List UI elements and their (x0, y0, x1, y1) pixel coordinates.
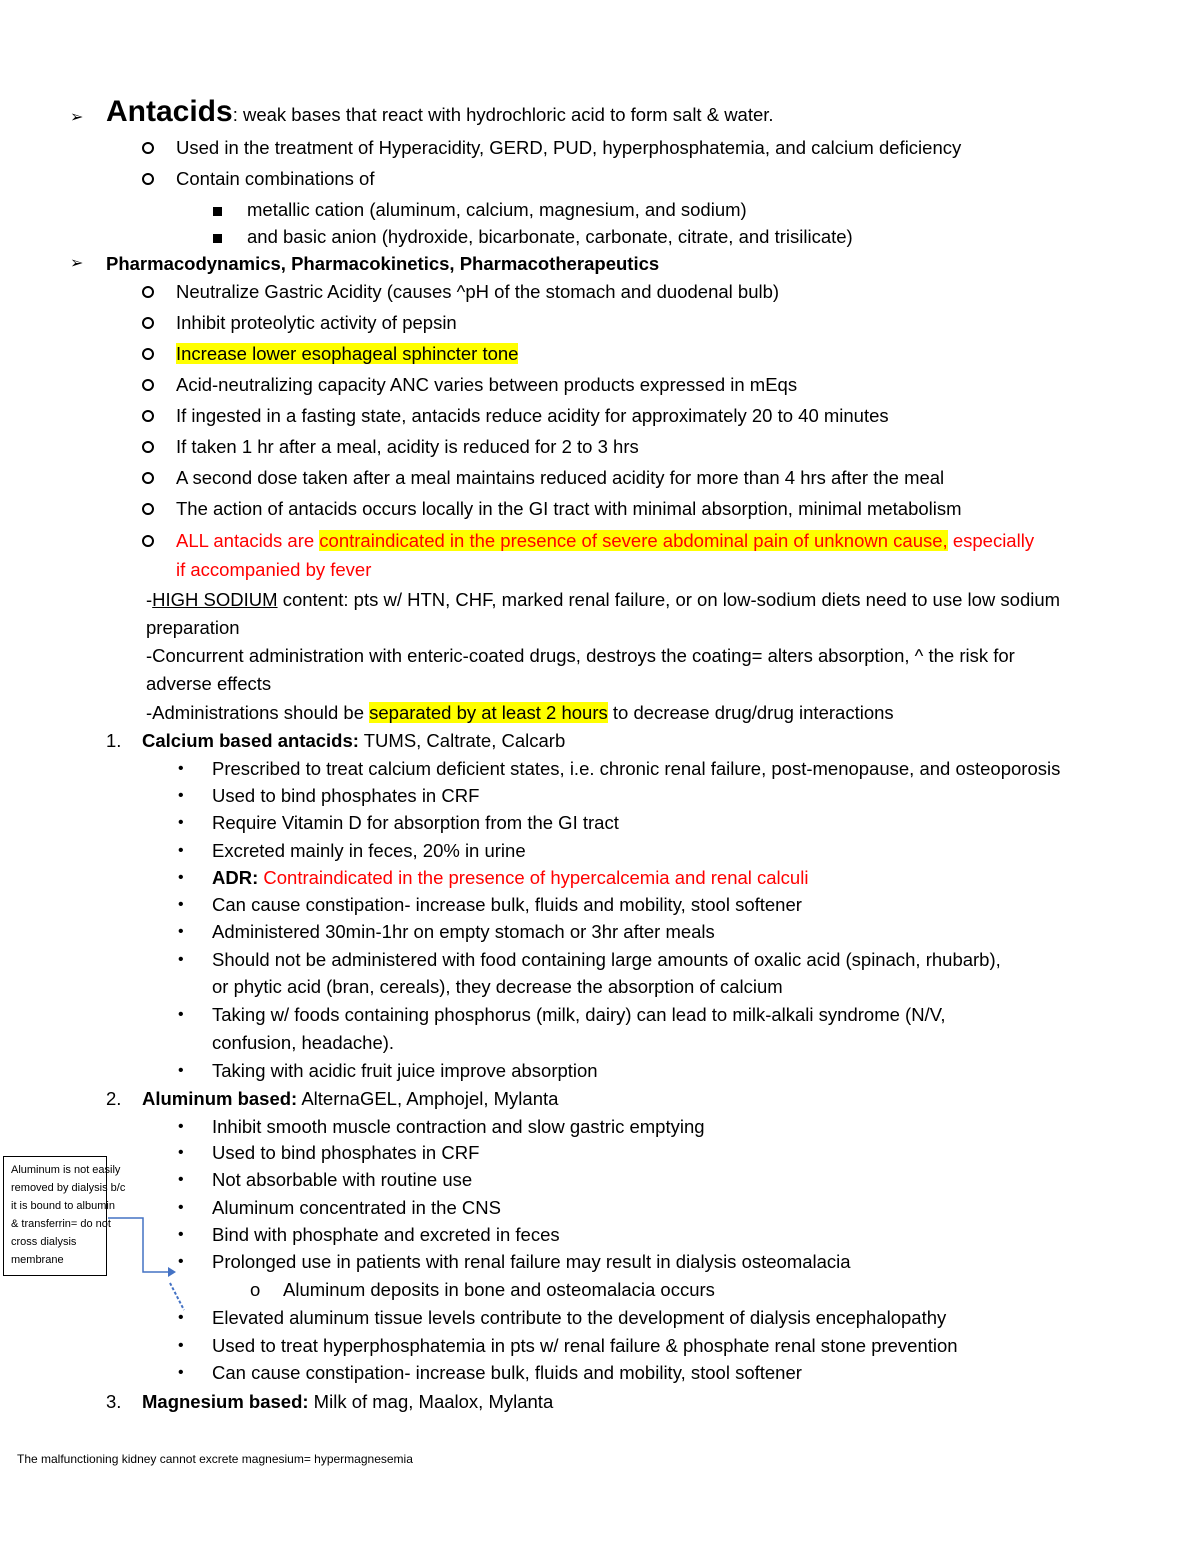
bullet-dot-icon: • (178, 1006, 184, 1023)
antacids-definition: : weak bases that react with hydrochloric acid to form salt & water. (232, 104, 774, 125)
callout-line: & transferrin= do not (11, 1218, 111, 1230)
calcium-juice: Taking with acidic fruit juice improve absorption (212, 1060, 598, 1081)
antacids-anion: and basic anion (hydroxide, bicarbonate, carbonate, citrate, and trisilicate) (247, 226, 853, 247)
high-sodium-underlined: HIGH SODIUM (152, 589, 278, 610)
aluminum-item: Can cause constipation- increase bulk, fluids and mobility, stool softener (212, 1362, 802, 1383)
sep-post: to decrease drug/drug interactions (607, 702, 894, 723)
aluminum-item: Used to bind phosphates in CRF (212, 1142, 480, 1163)
antacids-cation: metallic cation (aluminum, calcium, magnesium, and sodium) (247, 199, 747, 220)
sodium-rest: content: pts w/ HTN, CHF, marked renal failure, or on low-sodium diets need to use low sodium (277, 589, 1061, 610)
magnesium-brands: Milk of mag, Maalox, Mylanta (308, 1391, 554, 1412)
calcium-phos-line2: confusion, headache). (212, 1032, 395, 1053)
aluminum-item: Bind with phosphate and excreted in feces (212, 1224, 560, 1245)
calcium-number: 1. (106, 730, 122, 751)
highlighted-text: Increase lower esophageal sphincter tone (176, 343, 519, 364)
calcium-item: Can cause constipation- increase bulk, fluids and mobility, stool softener (212, 894, 802, 915)
warning-pre: ALL antacids are (176, 530, 320, 551)
calcium-item: Require Vitamin D for absorption from the GI tract (212, 812, 619, 833)
warning-line2: if accompanied by fever (176, 559, 372, 580)
enteric-note: -Concurrent administration with enteric-coated drugs, destroys the coating= alters absorption, ^ the risk for (146, 645, 1015, 666)
bullet-dot-icon: • (178, 787, 184, 804)
antacids-used: Used in the treatment of Hyperacidity, GERD, PUD, hyperphosphatemia, and calcium deficiency (176, 137, 962, 158)
pharma-item: Acid-neutralizing capacity ANC varies between products expressed in mEqs (176, 374, 798, 395)
aluminum-item: Prolonged use in patients with renal failure may result in dialysis osteomalacia (212, 1251, 851, 1272)
callout-line: it is bound to albumin (11, 1200, 115, 1212)
aluminum-item: Aluminum concentrated in the CNS (212, 1197, 501, 1218)
aluminum-brands: AlternaGEL, Amphojel, Mylanta (297, 1088, 559, 1109)
calcium-item: Excreted mainly in feces, 20% in urine (212, 840, 526, 861)
pharma-item: If ingested in a fasting state, antacids reduce acidity for approximately 20 to 40 minutes (176, 405, 889, 426)
pharma-item: A second dose taken after a meal maintains reduced acidity for more than 4 hrs after the meal (176, 467, 945, 488)
arrow-bullet-icon: ➢ (70, 255, 84, 272)
bullet-dot-icon: • (178, 1199, 184, 1216)
sep-highlight: separated by at least 2 hours (369, 702, 608, 723)
calcium-item: Used to bind phosphates in CRF (212, 785, 480, 806)
dash: - (146, 589, 153, 610)
sodium-note-line2: preparation (146, 617, 240, 638)
arrow-bullet-icon: ➢ (70, 109, 84, 126)
callout-line: cross dialysis (11, 1236, 77, 1248)
bullet-dot-icon: • (178, 1253, 184, 1270)
adr-text: Contraindicated in the presence of hypercalcemia and renal calculi (258, 867, 809, 888)
adr-label: ADR: (212, 867, 259, 888)
calcium-label: Calcium based antacids: (142, 730, 359, 751)
bullet-dot-icon: • (178, 896, 184, 913)
aluminum-item: Elevated aluminum tissue levels contribute to the development of dialysis encephalopathy (212, 1307, 947, 1328)
pharma-item: Neutralize Gastric Acidity (causes ^pH of the stomach and duodenal bulb) (176, 281, 780, 302)
magnesium-number: 3. (106, 1391, 122, 1412)
pharma-item: If taken 1 hr after a meal, acidity is reduced for 2 to 3 hrs (176, 436, 639, 457)
aluminum-sub-item: Aluminum deposits in bone and osteomalacia occurs (283, 1279, 715, 1300)
callout-line: removed by dialysis b/c (11, 1182, 126, 1194)
calcium-oxalic-line2: or phytic acid (bran, cereals), they decrease the absorption of calcium (212, 976, 783, 997)
bullet-dot-icon: • (178, 842, 184, 859)
bullet-dot-icon: • (178, 869, 184, 886)
footer-note: The malfunctioning kidney cannot excrete magnesium= hypermagnesemia (17, 1452, 413, 1466)
aluminum-number: 2. (106, 1088, 122, 1109)
warning-highlight: contraindicated in the presence of severe abdominal pain of unknown cause, (319, 530, 948, 551)
sub-bullet-marker: o (250, 1279, 261, 1300)
pharma-item: Inhibit proteolytic activity of pepsin (176, 312, 457, 333)
bullet-dot-icon: • (178, 1337, 184, 1354)
bullet-dot-icon: • (178, 951, 184, 968)
bullet-dot-icon: • (178, 1309, 184, 1326)
warning-post: especially (947, 530, 1035, 551)
calcium-phos: Taking w/ foods containing phosphorus (milk, dairy) can lead to milk-alkali syndrome (N/V, (212, 1004, 946, 1025)
sep-pre: -Administrations should be (146, 702, 370, 723)
aluminum-item: Inhibit smooth muscle contraction and slow gastric emptying (212, 1116, 705, 1137)
callout-line: membrane (11, 1254, 64, 1266)
antacids-contain: Contain combinations of (176, 168, 375, 189)
calcium-item: Administered 30min-1hr on empty stomach or 3hr after meals (212, 921, 715, 942)
enteric-note-line2: adverse effects (146, 673, 272, 694)
calcium-oxalic: Should not be administered with food containing large amounts of oxalic acid (spinach, rhubarb), (212, 949, 1001, 970)
aluminum-item: Not absorbable with routine use (212, 1169, 473, 1190)
bullet-dot-icon: • (178, 814, 184, 831)
bullet-dot-icon: • (178, 1226, 184, 1243)
bullet-dot-icon: • (178, 923, 184, 940)
aluminum-item: Used to treat hyperphosphatemia in pts w/ renal failure & phosphate renal stone prevention (212, 1335, 958, 1356)
bullet-dot-icon: • (178, 1062, 184, 1079)
pharma-heading: Pharmacodynamics, Pharmacokinetics, Pharmacotherapeutics (106, 253, 660, 274)
callout-line: Aluminum is not easily (11, 1164, 121, 1176)
calcium-item: Prescribed to treat calcium deficient states, i.e. chronic renal failure, post-menopause, and osteoporosis (212, 758, 1061, 779)
bullet-dot-icon: • (178, 1171, 184, 1188)
calcium-brands: TUMS, Caltrate, Calcarb (358, 730, 566, 751)
bullet-dot-icon: • (178, 1364, 184, 1381)
magnesium-label: Magnesium based: (142, 1391, 309, 1412)
bullet-dot-icon: • (178, 1118, 184, 1135)
aluminum-label: Aluminum based: (142, 1088, 298, 1109)
bullet-dot-icon: • (178, 1144, 184, 1161)
antacids-title: Antacids (106, 95, 233, 128)
bullet-dot-icon: • (178, 760, 184, 777)
pharma-item: The action of antacids occurs locally in the GI tract with minimal absorption, minimal metabolism (176, 498, 962, 519)
